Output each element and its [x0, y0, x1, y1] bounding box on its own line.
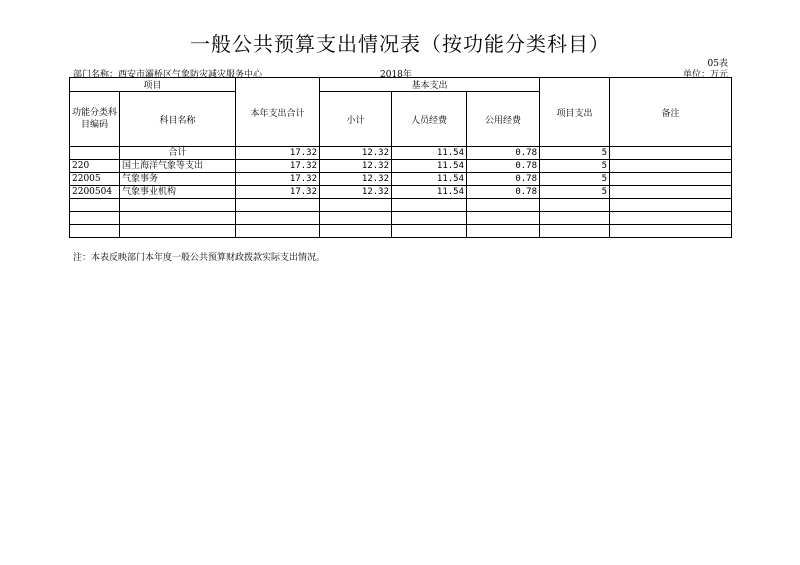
cell-total	[236, 225, 320, 238]
cell-remark	[610, 173, 732, 186]
form-number: 05表	[707, 59, 728, 69]
cell-personnel	[392, 199, 467, 212]
header-total: 本年支出合计	[236, 78, 320, 147]
cell-subtotal: 12.32	[320, 186, 392, 199]
cell-remark	[610, 186, 732, 199]
table-row	[70, 186, 732, 199]
cell-project	[540, 225, 610, 238]
cell-personnel: 11.54	[392, 160, 467, 173]
cell-total	[236, 212, 320, 225]
cell-name: 国土海洋气象等支出	[120, 160, 236, 173]
cell-total: 17.32	[236, 186, 320, 199]
cell-total: 17.32	[236, 160, 320, 173]
cell-remark	[610, 199, 732, 212]
cell-personnel	[392, 225, 467, 238]
table-row	[70, 147, 732, 160]
cell-code: 220	[70, 160, 120, 173]
cell-public	[467, 212, 540, 225]
cell-project	[540, 212, 610, 225]
cell-total: 17.32	[236, 173, 320, 186]
page-title: 一般公共预算支出情况表（按功能分类科目）	[190, 32, 610, 56]
table-row	[70, 212, 732, 225]
cell-total	[236, 199, 320, 212]
cell-public	[467, 225, 540, 238]
cell-personnel	[392, 212, 467, 225]
cell-name: 气象事业机构	[120, 186, 236, 199]
cell-code: 22005	[70, 173, 120, 186]
cell-project: 5	[540, 173, 610, 186]
cell-code	[70, 212, 120, 225]
header-subtotal: 小计	[320, 92, 392, 147]
header-subject-code: 功能分类科目编码	[70, 92, 120, 147]
header-personnel: 人员经费	[392, 92, 467, 147]
cell-project: 5	[540, 186, 610, 199]
cell-subtotal: 12.32	[320, 147, 392, 160]
cell-code: 2200504	[70, 186, 120, 199]
header-subject-name: 科目名称	[120, 92, 236, 147]
header-public: 公用经费	[467, 92, 540, 147]
header-project-expenditure: 项目支出	[540, 78, 610, 147]
expenditure-table	[69, 77, 732, 238]
table-row	[70, 199, 732, 212]
cell-personnel: 11.54	[392, 173, 467, 186]
cell-code	[70, 147, 120, 160]
cell-subtotal	[320, 225, 392, 238]
cell-code	[70, 199, 120, 212]
table-row	[70, 160, 732, 173]
cell-public	[467, 199, 540, 212]
department-name: 部门名称：西安市灞桥区气象防灾减灾服务中心	[73, 70, 263, 80]
cell-remark	[610, 147, 732, 160]
cell-project	[540, 199, 610, 212]
cell-subtotal	[320, 199, 392, 212]
report-year: 2018年	[380, 70, 412, 80]
footnote: 注：本表反映部门本年度一般公共预算财政拨款实际支出情况。	[73, 253, 326, 263]
cell-project: 5	[540, 147, 610, 160]
cell-subtotal: 12.32	[320, 160, 392, 173]
header-basic-expenditure: 基本支出	[320, 78, 540, 92]
cell-personnel: 11.54	[392, 147, 467, 160]
cell-project: 5	[540, 160, 610, 173]
cell-name	[120, 212, 236, 225]
cell-subtotal	[320, 212, 392, 225]
cell-public: 0.78	[467, 160, 540, 173]
header-remarks: 备注	[610, 78, 732, 147]
table-row	[70, 225, 732, 238]
cell-total: 17.32	[236, 147, 320, 160]
cell-name	[120, 199, 236, 212]
cell-name: 气象事务	[120, 173, 236, 186]
cell-subtotal: 12.32	[320, 173, 392, 186]
cell-public: 0.78	[467, 147, 540, 160]
cell-name	[120, 225, 236, 238]
cell-code	[70, 225, 120, 238]
cell-remark	[610, 225, 732, 238]
currency-unit: 单位：万元	[682, 70, 728, 80]
cell-public: 0.78	[467, 173, 540, 186]
cell-name: 合计	[120, 147, 236, 160]
cell-personnel: 11.54	[392, 186, 467, 199]
cell-remark	[610, 212, 732, 225]
cell-remark	[610, 160, 732, 173]
cell-public: 0.78	[467, 186, 540, 199]
table-row	[70, 173, 732, 186]
header-project-group: 项目	[70, 78, 236, 92]
